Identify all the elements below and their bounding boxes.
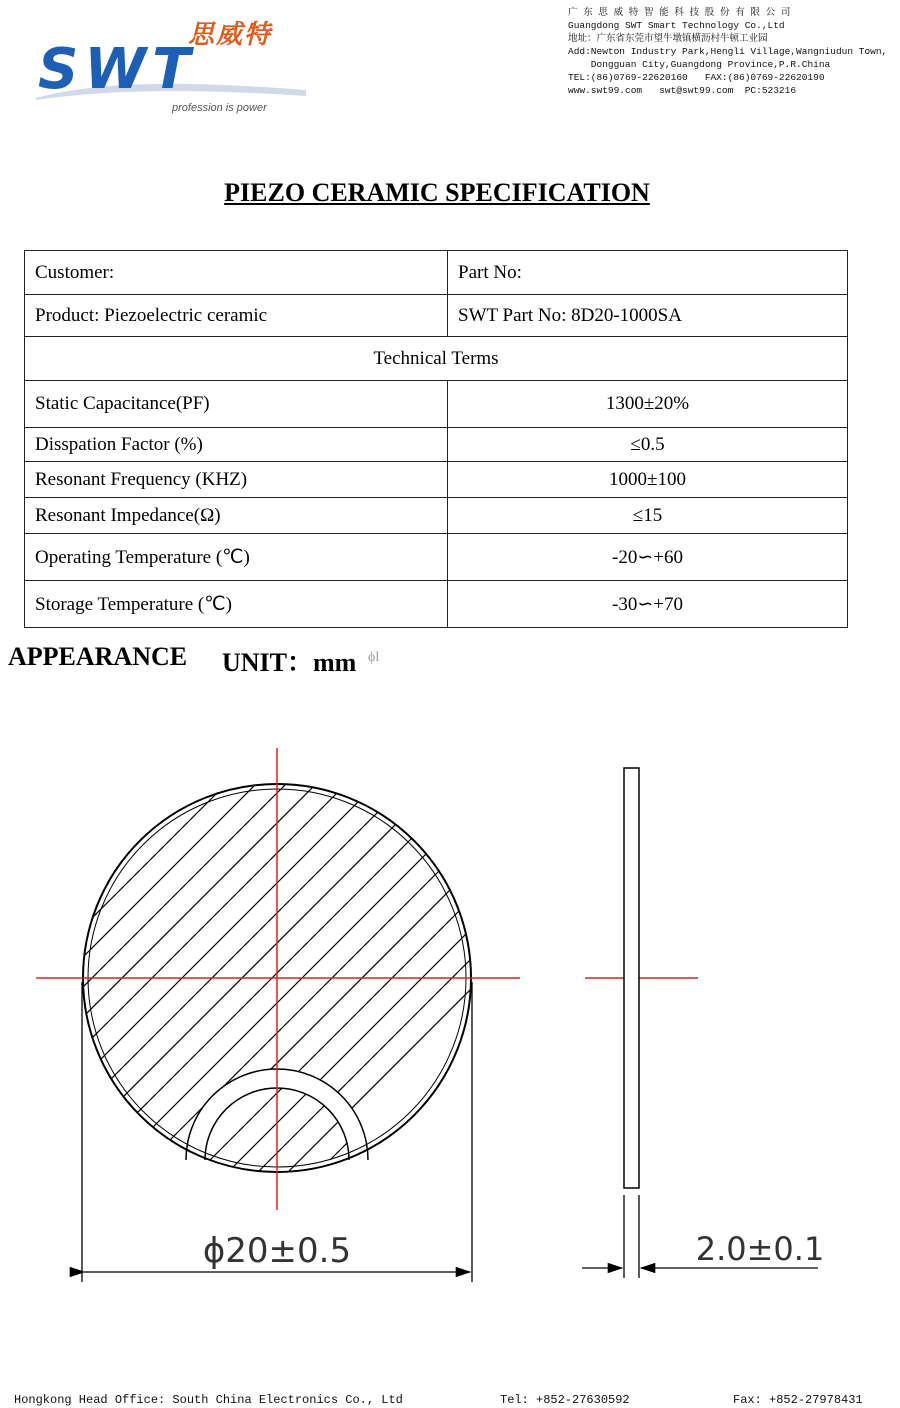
table-row xyxy=(25,498,848,534)
spec-label: Resonant Frequency (KHZ) xyxy=(25,462,448,498)
table-row xyxy=(25,337,848,381)
spec-value: 1300±20% xyxy=(448,381,848,428)
side-view-outline xyxy=(624,768,639,1188)
product-cell: Product: Piezoelectric ceramic xyxy=(25,295,448,337)
spec-value: ≤15 xyxy=(448,498,848,534)
table-row xyxy=(25,295,848,337)
table-row xyxy=(25,381,848,428)
thickness-dimension-label: 2.0±0.1 xyxy=(695,1230,825,1268)
company-line: Guangdong SWT Smart Technology Co.,Ltd xyxy=(568,20,785,31)
technical-terms-heading: Technical Terms xyxy=(25,337,848,381)
appearance-heading: APPEARANCE xyxy=(8,642,188,671)
spec-value: -30∽+70 xyxy=(448,581,848,628)
spec-table xyxy=(24,250,848,628)
disc-side-view xyxy=(582,768,824,1278)
table-row xyxy=(25,428,848,462)
footer-fax: Fax: +852-27978431 xyxy=(733,1393,863,1407)
spec-value: ≤0.5 xyxy=(448,428,848,462)
company-line: TEL:(86)0769-22620160 FAX:(86)0769-22620190 xyxy=(568,72,825,83)
swt-logo xyxy=(36,40,306,100)
center-lines xyxy=(36,748,698,1210)
footer-office: Hongkong Head Office: South China Electronics Co., Ltd xyxy=(14,1393,403,1407)
table-row xyxy=(25,534,848,581)
company-info xyxy=(568,6,887,97)
table-row xyxy=(25,251,848,295)
spec-label: Disspation Factor (%) xyxy=(25,428,448,462)
spec-label: Static Capacitance(PF) xyxy=(25,381,448,428)
diameter-dimension-label: ϕ20±0.5 xyxy=(202,1231,352,1271)
customer-cell: Customer: xyxy=(25,251,448,295)
document-title: PIEZO CERAMIC SPECIFICATION xyxy=(224,178,650,207)
footer-tel: Tel: +852-27630592 xyxy=(500,1393,630,1407)
unit-glyph: ϕl xyxy=(368,650,380,665)
spec-value: -20∽+60 xyxy=(448,534,848,581)
company-line: Dongguan City,Guangdong Province,P.R.China xyxy=(568,59,831,70)
table-row xyxy=(25,581,848,628)
spec-label: Storage Temperature (℃) xyxy=(25,581,448,628)
company-line: Add:Newton Industry Park,Hengli Village,Wangniudun Town, xyxy=(568,46,888,57)
company-line: www.swt99.com swt@swt99.com PC:523216 xyxy=(568,85,797,96)
company-line: 广 东 思 威 特 智 能 科 技 股 份 有 限 公 司 xyxy=(568,7,791,18)
company-line: 地址：广东省东莞市望牛墩镇横沥村牛顿工业园 xyxy=(568,33,768,44)
table-row xyxy=(25,462,848,498)
logo-tagline: profession is power xyxy=(172,102,267,114)
spec-label: Operating Temperature (℃) xyxy=(25,534,448,581)
logo-brand-text: SWT xyxy=(38,40,197,100)
technical-drawing xyxy=(0,690,900,1330)
swt-part-no-cell: SWT Part No: 8D20-1000SA xyxy=(448,295,848,337)
logo-chinese-name: 思威特 xyxy=(188,20,273,50)
unit-label: UNIT：mm xyxy=(222,648,357,677)
spec-label: Resonant Impedance(Ω) xyxy=(25,498,448,534)
disc-top-view xyxy=(0,730,820,1210)
part-no-cell: Part No: xyxy=(448,251,848,295)
spec-value: 1000±100 xyxy=(448,462,848,498)
